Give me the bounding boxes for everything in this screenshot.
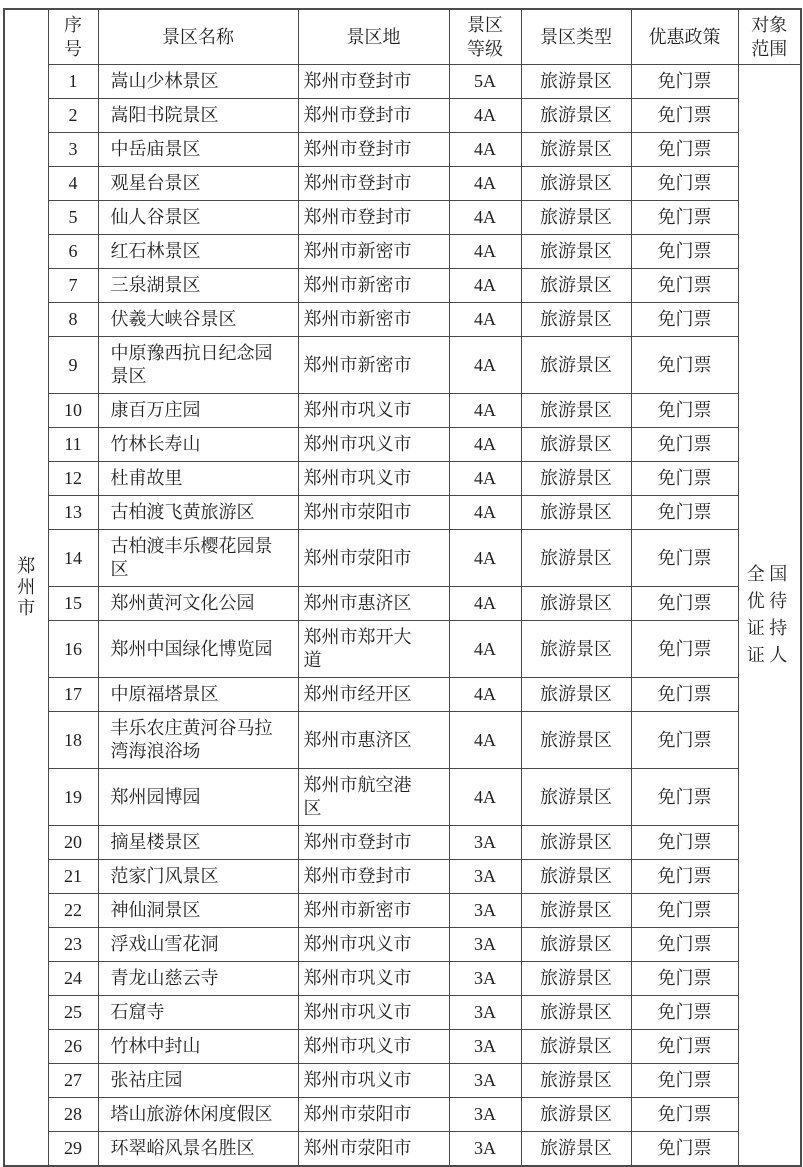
cell-index: 8	[48, 303, 98, 337]
cell-policy: 免门票	[631, 712, 738, 769]
region-cell	[4, 9, 48, 1166]
cell-location: 郑州市惠济区	[298, 712, 449, 769]
cell-index: 13	[48, 496, 98, 530]
cell-index: 3	[48, 133, 98, 167]
header-row	[4, 9, 801, 65]
cell-name: 郑州黄河文化公园	[98, 587, 298, 621]
cell-name: 郑州中国绿化博览园	[98, 621, 298, 678]
cell-grade: 3A	[449, 996, 521, 1030]
cell-index: 20	[48, 826, 98, 860]
col-header-location: 景区地	[298, 9, 449, 65]
cell-location: 郑州市登封市	[298, 167, 449, 201]
cell-index: 14	[48, 530, 98, 587]
cell-policy: 免门票	[631, 769, 738, 826]
cell-grade: 4A	[449, 428, 521, 462]
cell-grade: 4A	[449, 337, 521, 394]
cell-grade: 4A	[449, 201, 521, 235]
cell-index: 15	[48, 587, 98, 621]
table-row	[4, 337, 801, 394]
cell-policy: 免门票	[631, 996, 738, 1030]
table-row	[4, 303, 801, 337]
cell-location: 郑州市登封市	[298, 65, 449, 99]
cell-location: 郑州市巩义市	[298, 462, 449, 496]
cell-index: 25	[48, 996, 98, 1030]
table-row	[4, 269, 801, 303]
cell-policy: 免门票	[631, 826, 738, 860]
cell-location: 郑州市新密市	[298, 235, 449, 269]
cell-name: 塔山旅游休闲度假区	[98, 1098, 298, 1132]
cell-grade: 4A	[449, 235, 521, 269]
cell-index: 2	[48, 99, 98, 133]
cell-grade: 4A	[449, 167, 521, 201]
cell-type: 旅游景区	[521, 201, 631, 235]
cell-grade: 4A	[449, 462, 521, 496]
table-row	[4, 201, 801, 235]
cell-type: 旅游景区	[521, 894, 631, 928]
cell-policy: 免门票	[631, 1030, 738, 1064]
table-row	[4, 928, 801, 962]
table-row	[4, 462, 801, 496]
cell-policy: 免门票	[631, 1098, 738, 1132]
cell-index: 16	[48, 621, 98, 678]
cell-policy: 免门票	[631, 235, 738, 269]
cell-location: 郑州市郑开大道	[298, 621, 449, 678]
cell-name: 丰乐农庄黄河谷马拉湾海浪浴场	[98, 712, 298, 769]
cell-location: 郑州市巩义市	[298, 928, 449, 962]
cell-type: 旅游景区	[521, 928, 631, 962]
cell-location: 郑州市登封市	[298, 201, 449, 235]
cell-name: 仙人谷景区	[98, 201, 298, 235]
cell-type: 旅游景区	[521, 826, 631, 860]
cell-location: 郑州市经开区	[298, 678, 449, 712]
cell-policy: 免门票	[631, 928, 738, 962]
cell-grade: 3A	[449, 1030, 521, 1064]
cell-grade: 3A	[449, 928, 521, 962]
cell-location: 郑州市荥阳市	[298, 1098, 449, 1132]
cell-policy: 免门票	[631, 1064, 738, 1098]
cell-type: 旅游景区	[521, 678, 631, 712]
cell-grade: 4A	[449, 133, 521, 167]
cell-name: 嵩山少林景区	[98, 65, 298, 99]
table-row	[4, 1132, 801, 1167]
col-header-type: 景区类型	[521, 9, 631, 65]
cell-policy: 免门票	[631, 99, 738, 133]
cell-name: 中原福塔景区	[98, 678, 298, 712]
table-row	[4, 496, 801, 530]
cell-policy: 免门票	[631, 496, 738, 530]
cell-name: 古柏渡丰乐樱花园景区	[98, 530, 298, 587]
cell-grade: 4A	[449, 678, 521, 712]
cell-type: 旅游景区	[521, 394, 631, 428]
cell-type: 旅游景区	[521, 860, 631, 894]
table-row	[4, 962, 801, 996]
scope-cell	[738, 65, 801, 1167]
cell-index: 29	[48, 1132, 98, 1167]
cell-name: 石窟寺	[98, 996, 298, 1030]
cell-name: 青龙山慈云寺	[98, 962, 298, 996]
cell-grade: 3A	[449, 1132, 521, 1167]
cell-policy: 免门票	[631, 394, 738, 428]
table-row	[4, 394, 801, 428]
cell-location: 郑州市新密市	[298, 894, 449, 928]
cell-grade: 4A	[449, 269, 521, 303]
cell-location: 郑州市荥阳市	[298, 1132, 449, 1167]
cell-grade: 4A	[449, 496, 521, 530]
cell-name: 郑州园博园	[98, 769, 298, 826]
cell-location: 郑州市登封市	[298, 133, 449, 167]
table-row	[4, 133, 801, 167]
cell-location: 郑州市新密市	[298, 337, 449, 394]
cell-type: 旅游景区	[521, 428, 631, 462]
cell-type: 旅游景区	[521, 962, 631, 996]
col-header-policy: 优惠政策	[631, 9, 738, 65]
cell-index: 11	[48, 428, 98, 462]
cell-index: 21	[48, 860, 98, 894]
cell-grade: 4A	[449, 99, 521, 133]
cell-policy: 免门票	[631, 962, 738, 996]
table-row	[4, 587, 801, 621]
table-row	[4, 1030, 801, 1064]
cell-location: 郑州市巩义市	[298, 962, 449, 996]
cell-grade: 4A	[449, 530, 521, 587]
cell-type: 旅游景区	[521, 1132, 631, 1167]
cell-name: 中岳庙景区	[98, 133, 298, 167]
cell-grade: 4A	[449, 394, 521, 428]
cell-name: 中原豫西抗日纪念园景区	[98, 337, 298, 394]
cell-location: 郑州市巩义市	[298, 1064, 449, 1098]
cell-index: 26	[48, 1030, 98, 1064]
cell-name: 范家门风景区	[98, 860, 298, 894]
cell-type: 旅游景区	[521, 235, 631, 269]
table-row	[4, 235, 801, 269]
cell-type: 旅游景区	[521, 996, 631, 1030]
cell-index: 9	[48, 337, 98, 394]
cell-name: 康百万庄园	[98, 394, 298, 428]
cell-index: 10	[48, 394, 98, 428]
table-row	[4, 428, 801, 462]
cell-type: 旅游景区	[521, 1098, 631, 1132]
cell-location: 郑州市新密市	[298, 303, 449, 337]
cell-type: 旅游景区	[521, 496, 631, 530]
cell-index: 24	[48, 962, 98, 996]
cell-grade: 3A	[449, 826, 521, 860]
cell-location: 郑州市惠济区	[298, 587, 449, 621]
cell-location: 郑州市巩义市	[298, 996, 449, 1030]
cell-location: 郑州市巩义市	[298, 1030, 449, 1064]
cell-location: 郑州市登封市	[298, 99, 449, 133]
cell-index: 17	[48, 678, 98, 712]
cell-policy: 免门票	[631, 530, 738, 587]
cell-policy: 免门票	[631, 860, 738, 894]
cell-index: 27	[48, 1064, 98, 1098]
cell-type: 旅游景区	[521, 167, 631, 201]
cell-type: 旅游景区	[521, 1064, 631, 1098]
cell-location: 郑州市航空港区	[298, 769, 449, 826]
cell-policy: 免门票	[631, 337, 738, 394]
cell-grade: 4A	[449, 621, 521, 678]
cell-type: 旅游景区	[521, 269, 631, 303]
cell-location: 郑州市荥阳市	[298, 530, 449, 587]
cell-index: 19	[48, 769, 98, 826]
cell-grade: 3A	[449, 894, 521, 928]
cell-policy: 免门票	[631, 621, 738, 678]
cell-policy: 免门票	[631, 678, 738, 712]
cell-grade: 3A	[449, 1064, 521, 1098]
cell-type: 旅游景区	[521, 712, 631, 769]
cell-type: 旅游景区	[521, 337, 631, 394]
cell-location: 郑州市巩义市	[298, 428, 449, 462]
cell-grade: 3A	[449, 1098, 521, 1132]
col-header-name: 景区名称	[98, 9, 298, 65]
cell-policy: 免门票	[631, 269, 738, 303]
table-row	[4, 826, 801, 860]
cell-grade: 4A	[449, 587, 521, 621]
cell-policy: 免门票	[631, 133, 738, 167]
cell-name: 三泉湖景区	[98, 269, 298, 303]
cell-name: 神仙洞景区	[98, 894, 298, 928]
table-row	[4, 530, 801, 587]
table-row	[4, 712, 801, 769]
cell-type: 旅游景区	[521, 303, 631, 337]
cell-index: 5	[48, 201, 98, 235]
cell-type: 旅游景区	[521, 99, 631, 133]
cell-grade: 4A	[449, 303, 521, 337]
cell-index: 7	[48, 269, 98, 303]
cell-policy: 免门票	[631, 894, 738, 928]
cell-type: 旅游景区	[521, 133, 631, 167]
cell-type: 旅游景区	[521, 621, 631, 678]
cell-grade: 4A	[449, 712, 521, 769]
cell-name: 摘星楼景区	[98, 826, 298, 860]
cell-index: 28	[48, 1098, 98, 1132]
cell-index: 22	[48, 894, 98, 928]
cell-name: 竹林长寿山	[98, 428, 298, 462]
cell-type: 旅游景区	[521, 587, 631, 621]
col-header-index: 序号	[48, 9, 98, 65]
col-header-grade: 景区等级	[449, 9, 521, 65]
table-row	[4, 860, 801, 894]
cell-grade: 3A	[449, 962, 521, 996]
cell-policy: 免门票	[631, 65, 738, 99]
cell-index: 4	[48, 167, 98, 201]
cell-index: 12	[48, 462, 98, 496]
cell-name: 嵩阳书院景区	[98, 99, 298, 133]
cell-index: 23	[48, 928, 98, 962]
cell-type: 旅游景区	[521, 530, 631, 587]
cell-name: 古柏渡飞黄旅游区	[98, 496, 298, 530]
cell-grade: 3A	[449, 860, 521, 894]
table-row	[4, 65, 801, 99]
table-row	[4, 996, 801, 1030]
cell-name: 观星台景区	[98, 167, 298, 201]
cell-type: 旅游景区	[521, 1030, 631, 1064]
cell-location: 郑州市荥阳市	[298, 496, 449, 530]
table-row	[4, 1098, 801, 1132]
table-row	[4, 769, 801, 826]
scenic-area-table	[3, 8, 802, 1167]
cell-policy: 免门票	[631, 167, 738, 201]
cell-name: 张祜庄园	[98, 1064, 298, 1098]
cell-location: 郑州市登封市	[298, 860, 449, 894]
cell-policy: 免门票	[631, 462, 738, 496]
table-row	[4, 99, 801, 133]
cell-index: 1	[48, 65, 98, 99]
table-row	[4, 167, 801, 201]
cell-policy: 免门票	[631, 1132, 738, 1167]
cell-name: 环翠峪风景名胜区	[98, 1132, 298, 1167]
cell-location: 郑州市新密市	[298, 269, 449, 303]
col-header-scope: 对象范围	[738, 9, 801, 65]
table-row	[4, 621, 801, 678]
cell-name: 伏羲大峡谷景区	[98, 303, 298, 337]
cell-name: 杜甫故里	[98, 462, 298, 496]
cell-policy: 免门票	[631, 428, 738, 462]
cell-grade: 4A	[449, 769, 521, 826]
region-label: 郑州市	[17, 555, 36, 618]
cell-location: 郑州市登封市	[298, 826, 449, 860]
cell-name: 浮戏山雪花洞	[98, 928, 298, 962]
table-row	[4, 678, 801, 712]
cell-name: 红石林景区	[98, 235, 298, 269]
cell-grade: 5A	[449, 65, 521, 99]
cell-location: 郑州市巩义市	[298, 394, 449, 428]
table-row	[4, 1064, 801, 1098]
cell-index: 18	[48, 712, 98, 769]
cell-policy: 免门票	[631, 201, 738, 235]
cell-policy: 免门票	[631, 303, 738, 337]
cell-type: 旅游景区	[521, 462, 631, 496]
cell-index: 6	[48, 235, 98, 269]
table-row	[4, 894, 801, 928]
cell-type: 旅游景区	[521, 65, 631, 99]
cell-policy: 免门票	[631, 587, 738, 621]
scope-label: 全国优待证持证人	[746, 564, 792, 665]
cell-name: 竹林中封山	[98, 1030, 298, 1064]
cell-type: 旅游景区	[521, 769, 631, 826]
